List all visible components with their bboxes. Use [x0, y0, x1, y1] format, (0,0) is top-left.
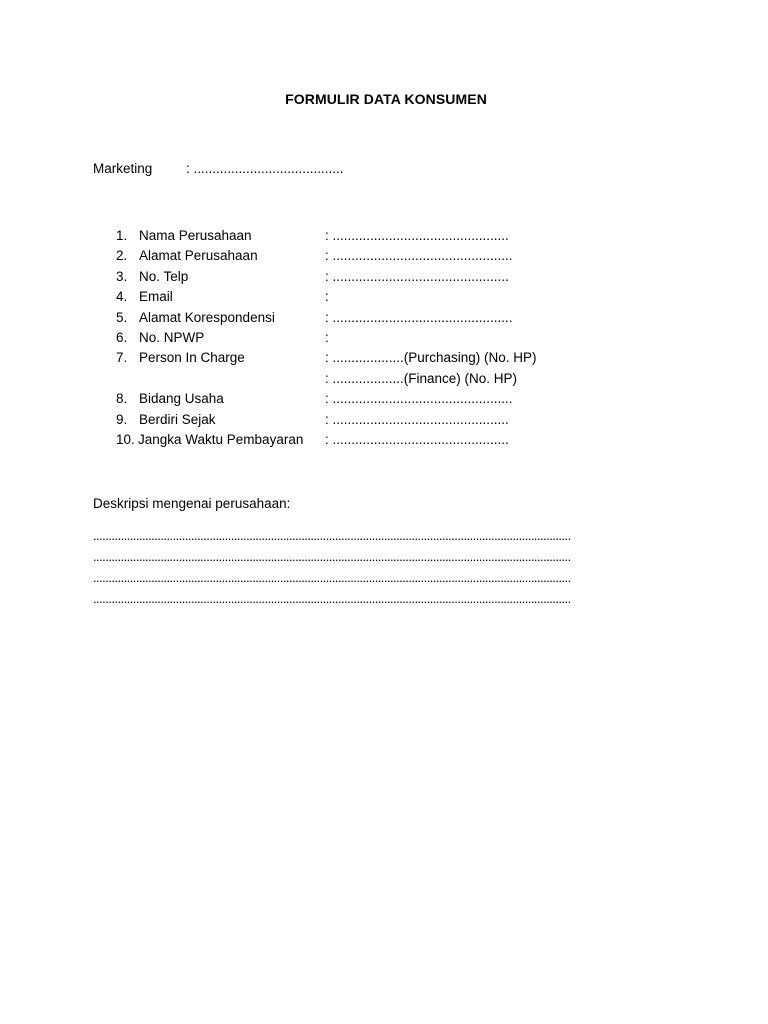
- field-label: Alamat Perusahaan: [139, 248, 258, 264]
- field-number: 3.: [116, 268, 128, 284]
- form-title: FORMULIR DATA KONSUMEN: [285, 91, 487, 107]
- field-number: 1.: [116, 228, 128, 243]
- field-value: : ...................(Finance) (No. HP): [325, 370, 518, 386]
- field-value: : ................................................: [325, 309, 513, 325]
- field-value: : ................................................: [325, 391, 513, 407]
- field-label: Alamat Korespondensi: [139, 309, 275, 325]
- field-label: Person In Charge: [139, 350, 245, 366]
- field-label: No. Telp: [139, 268, 189, 284]
- field-label: Bidang Usaha: [139, 391, 224, 407]
- field-number: 5.: [116, 309, 128, 325]
- field-label: Berdiri Sejak: [139, 411, 216, 427]
- field-value: : ...............................................: [325, 431, 509, 447]
- description-line: ............................................................................................................................................................: [93, 528, 571, 543]
- field-label: Jangka Waktu Pembayaran: [138, 431, 304, 447]
- field-value: :: [325, 289, 329, 305]
- field-value: : ...................(Purchasing) (No. HP): [325, 350, 537, 366]
- field-label: No. NPWP: [139, 329, 205, 345]
- field-label: Nama Perusahaan: [139, 228, 252, 243]
- field-number: 4.: [116, 289, 128, 305]
- field-value: : ................................................: [325, 248, 513, 264]
- field-number: 9.: [116, 411, 128, 427]
- field-number: 2.: [116, 248, 128, 264]
- marketing-label: Marketing: [93, 161, 153, 176]
- field-number: 8.: [116, 391, 128, 407]
- description-line: ............................................................................................................................................................: [93, 591, 571, 606]
- description-lines: [93, 528, 671, 612]
- field-value: : ...............................................: [325, 228, 509, 243]
- description-line: ............................................................................................................................................................: [93, 549, 571, 564]
- field-value: :: [325, 329, 329, 345]
- marketing-field: [93, 160, 344, 178]
- field-number: 6.: [116, 329, 128, 345]
- description-line: ............................................................................................................................................................: [93, 570, 571, 585]
- field-value: : ...............................................: [325, 268, 509, 284]
- description-label: Deskripsi mengenai perusahaan:: [93, 496, 291, 511]
- field-value: : ...............................................: [325, 411, 509, 427]
- marketing-value: : ........................................: [186, 161, 344, 176]
- field-number: 10.: [116, 431, 135, 447]
- field-number: 7.: [116, 350, 128, 366]
- field-label: Email: [139, 289, 173, 305]
